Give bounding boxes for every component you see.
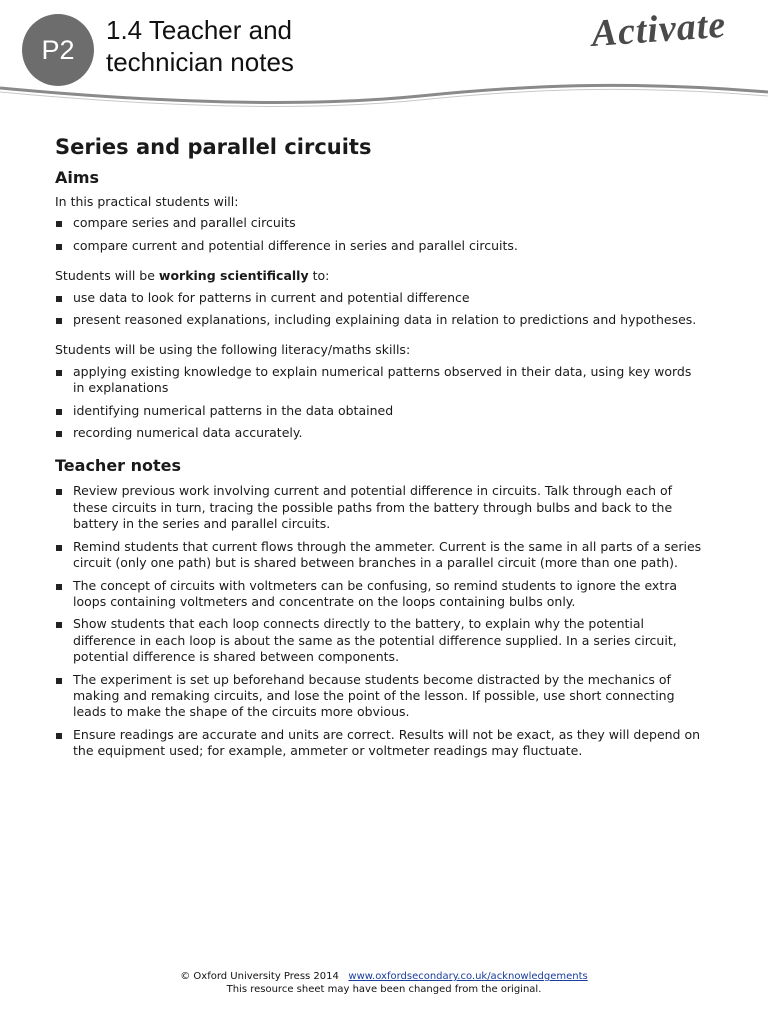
list-item (55, 578, 705, 611)
bullet-square-icon (56, 678, 62, 684)
page-header (0, 0, 768, 125)
teacher-notes-list (55, 483, 705, 759)
list-item-text: Show students that each loop connects directly to the battery, to explain why the potential difference in each loop is about the same as the potential difference supplied. In a series circuit, potential difference is shared between components. (73, 616, 677, 665)
footer-line-1 (0, 970, 768, 983)
bullet-square-icon (56, 370, 62, 376)
bullet-square-icon (56, 244, 62, 250)
ws-intro-pre: Students will be (55, 268, 159, 284)
bullet-square-icon (56, 622, 62, 628)
acknowledgements-link[interactable]: www.oxfordsecondary.co.uk/acknowledgements (348, 971, 588, 982)
bullet-square-icon (56, 489, 62, 495)
header-title-line-2: technician notes (106, 47, 294, 77)
ws-intro-post: to: (308, 268, 330, 284)
list-item-text: compare series and parallel circuits (73, 215, 296, 231)
page-footer (0, 970, 768, 996)
bullet-square-icon (56, 431, 62, 437)
list-item-text: Remind students that current flows through the ammeter. Current is the same in all parts of a series circuit (only one path) but is shared between branches in a parallel circuit (more than one path). (73, 538, 702, 571)
header-title-line-1: 1.4 Teacher and (106, 15, 292, 45)
list-item (55, 290, 705, 306)
skills-list (55, 364, 705, 442)
list-item (55, 238, 705, 254)
bullet-square-icon (56, 409, 62, 415)
list-item-text: Ensure readings are accurate and units are correct. Results will not be exact, as they will depend on the equipment used; for example, ammeter or voltmeter readings may fluctuate. (73, 726, 701, 759)
header-wave-divider (0, 78, 768, 118)
list-item-text: Review previous work involving current and potential difference in circuits. Talk through each of these circuits in turn, tracing the possible paths from the battery through bulbs and back to the battery in the series and parallel circuits. (73, 483, 673, 532)
aims-list (55, 215, 705, 254)
main-content (55, 133, 705, 766)
ws-intro-bold: working scientifically (158, 268, 309, 284)
list-item (55, 364, 705, 397)
list-item-text: The concept of circuits with voltmeters can be confusing, so remind students to ignore the extra loops containing voltmeters and concentrate on the loops containing bulbs only. (73, 577, 678, 609)
copyright-text: © Oxford University Press 2014 (180, 971, 339, 982)
bullet-square-icon (56, 296, 62, 302)
list-item (55, 727, 705, 760)
bullet-square-icon (56, 318, 62, 324)
list-item-text: identifying numerical patterns in the data obtained (73, 402, 394, 418)
footer-note: This resource sheet may have been changed from the original. (226, 984, 542, 995)
list-item (55, 215, 705, 231)
list-item (55, 403, 705, 419)
unit-badge: P2 (22, 14, 94, 86)
list-item (55, 672, 705, 721)
working-scientifically-intro (55, 268, 705, 284)
aims-intro: In this practical students will: (55, 194, 239, 209)
list-item (55, 425, 705, 441)
aims-heading: Aims (55, 168, 100, 187)
activate-logo: Activate (590, 3, 728, 56)
working-scientifically-list (55, 290, 705, 329)
list-item-text: recording numerical data accurately. (73, 425, 303, 441)
bullet-square-icon (56, 221, 62, 227)
list-item (55, 312, 705, 328)
list-item-text: The experiment is set up beforehand because students become distracted by the mechanics of making and remaking circuits, and lose the point of the lesson. If possible, use short connecting leads to make the shape of the circuits more obvious. (73, 671, 675, 720)
list-item (55, 483, 705, 532)
list-item-text: compare current and potential difference in series and parallel circuits. (73, 237, 518, 253)
bullet-square-icon (56, 584, 62, 590)
teacher-notes-heading: Teacher notes (55, 456, 182, 476)
bullet-square-icon (56, 545, 62, 551)
header-title (106, 14, 406, 78)
bullet-square-icon (56, 733, 62, 739)
list-item-text: use data to look for patterns in current and potential difference (73, 289, 470, 305)
page-title: Series and parallel circuits (55, 135, 372, 159)
list-item-text: applying existing knowledge to explain numerical patterns observed in their data, using key words in explanations (73, 363, 692, 396)
list-item (55, 616, 705, 665)
list-item-text: present reasoned explanations, including explaining data in relation to predictions and hypotheses. (73, 312, 697, 328)
skills-intro: Students will be using the following literacy/maths skills: (55, 342, 411, 358)
list-item (55, 539, 705, 572)
